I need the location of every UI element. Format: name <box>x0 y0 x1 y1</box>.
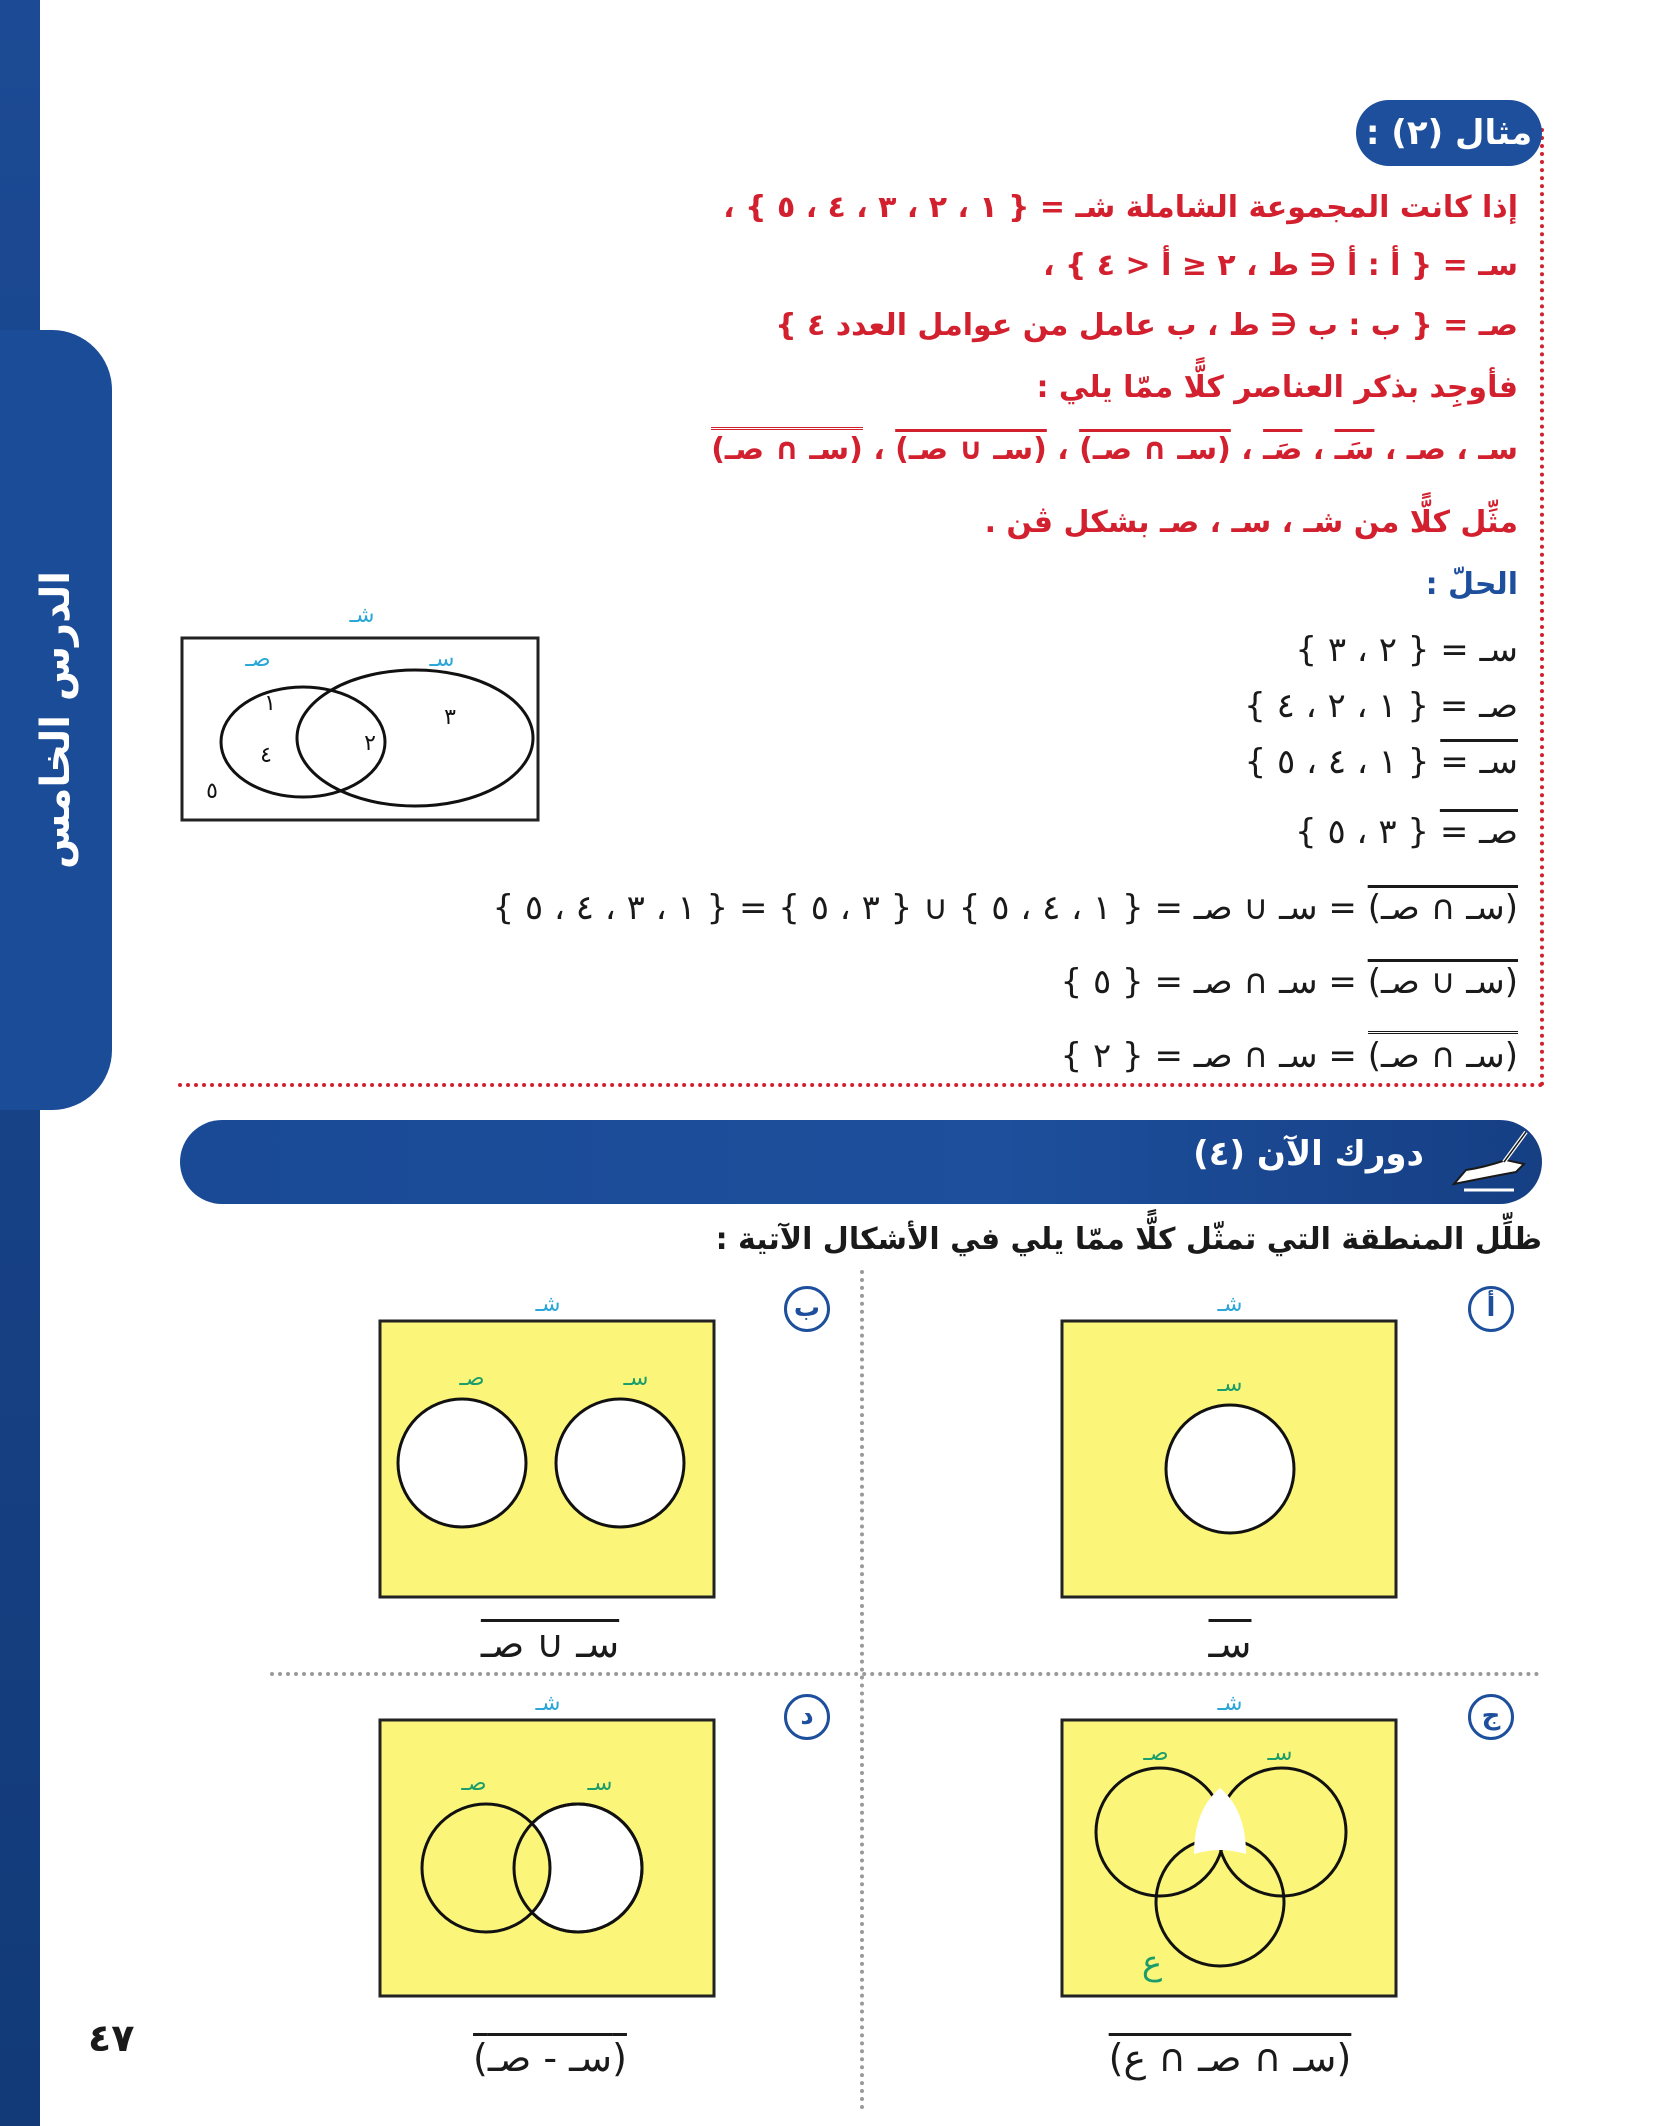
side-tab-label: الدرس الخامس <box>33 571 79 869</box>
solution-lhs: سـ = <box>1440 742 1518 782</box>
practice-instruction: ظلِّل المنطقة التي تمثّل كلًّا ممّا يلي في الأشكال الآتية : <box>715 1222 1542 1257</box>
panel-d-set-x-label: سـ <box>587 1771 613 1796</box>
problem-line-1: إذا كانت المجموعة الشاملة شـ = { ١ ، ٢ ، ٣ ، ٤ ، ٥ } ، <box>723 190 1518 225</box>
panel-c-universal-rect <box>1062 1720 1396 1996</box>
solution-line-4 <box>918 812 1518 852</box>
panel-c-badge: ج <box>1468 1694 1514 1740</box>
panel-c-universal-label: شـ <box>1217 1691 1243 1716</box>
complex-lhs: (سـ ∪ صـ) <box>1367 962 1518 1002</box>
panel-b-circle-y <box>398 1399 526 1527</box>
panel-d-caption: (سـ - صـ) <box>473 2036 627 2080</box>
item-complement-union: (سـ ∪ صـ) <box>895 432 1047 467</box>
vertical-divider <box>860 1270 864 2110</box>
side-tab <box>0 330 112 1110</box>
writing-hand-icon-svg <box>1444 1124 1536 1200</box>
panel-a-circle-x <box>1166 1405 1294 1533</box>
panel-a-caption: سـ <box>1208 1622 1252 1666</box>
complex-lhs: (سـ ∩ صـ) <box>1367 888 1518 928</box>
venn-elem-4: ٤ <box>260 743 272 768</box>
complex-lhs: (سـ ∩ صـ) <box>1368 1031 1518 1076</box>
panel-c-venn[interactable] <box>1060 1684 1400 2004</box>
complex-line-2 <box>418 962 1518 1002</box>
venn-elem-3: ٣ <box>444 705 456 730</box>
solution-rhs: { ٣ ، ٥ } <box>1295 812 1430 852</box>
example-badge: مثال (٢) : <box>1356 100 1542 166</box>
panel-b-venn[interactable] <box>378 1285 718 1605</box>
practice-title: دورك الآن (٤) <box>1193 1134 1424 1174</box>
solution-label: الحلّ : <box>1425 567 1518 602</box>
venn-set-y-label: صـ <box>245 647 271 672</box>
solution-rhs: { ١ ، ٤ ، ٥ } <box>1244 742 1430 782</box>
items-prefix: سـ ، صـ ، <box>1374 432 1518 467</box>
item-double-complement: (سـ ∩ صـ) <box>711 427 863 467</box>
panel-a-universal-label: شـ <box>1217 1292 1243 1317</box>
panel-a-venn[interactable] <box>1060 1285 1400 1605</box>
venn-elem-1: ١ <box>264 691 276 716</box>
panel-c-set-z-label: ع <box>1141 1943 1163 1983</box>
panel-a-set-x-label: سـ <box>1217 1372 1243 1397</box>
complex-rhs: { ٢ } <box>1060 1036 1144 1076</box>
page-number: ٤٧ <box>88 2016 135 2060</box>
item-complement-intersection: (سـ ∩ صـ) <box>1079 432 1231 467</box>
panel-d-set-y-label: صـ <box>461 1771 487 1796</box>
venn-set-x-label: سـ <box>429 647 455 672</box>
panel-c-set-x-label: سـ <box>1267 1741 1293 1766</box>
complex-mid: = سـ ∩ صـ = <box>1154 1036 1357 1076</box>
solution-lhs: صـ = <box>1439 686 1518 726</box>
problem-line-2: سـ = { أ : أ ∈ ط ، ٢ ≤ أ < ٤ } ، <box>1043 248 1518 283</box>
panel-c-caption: (سـ ∩ صـ ∩ ع) <box>1108 2036 1352 2080</box>
problem-line-3: صـ = { ب : ب ∈ ط ، ب عامل من عوامل العدد ٤ } <box>775 308 1518 343</box>
panel-d-universal-label: شـ <box>535 1691 561 1716</box>
solution-line-2 <box>918 686 1518 726</box>
represent-line: مثِّل كلًّا من شـ ، سـ ، صـ بشكل ڤن . <box>984 505 1518 540</box>
item-complement-x: سَـ <box>1334 432 1375 467</box>
item-complement-y: صَـ <box>1263 432 1303 467</box>
venn-elem-5: ٥ <box>206 779 218 804</box>
solution-line-3 <box>918 742 1518 782</box>
panel-d-venn[interactable] <box>378 1684 718 2004</box>
horizontal-divider <box>270 1672 1540 1676</box>
complex-rhs: { ١ ، ٤ ، ٥ } ∪ { ٣ ، ٥ } = { ١ ، ٣ ، ٤ ، ٥ } <box>492 888 1144 928</box>
panel-b-set-y-label: صـ <box>459 1366 485 1391</box>
panel-b-set-x-label: سـ <box>623 1366 649 1391</box>
venn-elem-2: ٢ <box>364 731 376 756</box>
panel-c-set-y-label: صـ <box>1143 1741 1169 1766</box>
set-y-ellipse <box>221 687 385 797</box>
complex-mid: = سـ ∪ صـ = <box>1154 888 1357 928</box>
solution-line-1 <box>918 630 1518 670</box>
set-x-ellipse <box>297 670 533 806</box>
solution-lhs: سـ = <box>1440 630 1518 670</box>
solution-rhs: { ١ ، ٢ ، ٤ } <box>1244 686 1430 726</box>
solution-lhs: صـ = <box>1439 812 1518 852</box>
panel-b-circle-x <box>556 1399 684 1527</box>
complex-line-1 <box>418 888 1518 928</box>
panel-b-universal-label: شـ <box>535 1292 561 1317</box>
complex-rhs: { ٥ } <box>1060 962 1144 1002</box>
items-line: سـ ، صـ ، سَـ ، صَـ ، (سـ ∩ صـ) ، (سـ ∪ صـ) ، (سـ ∩ صـ) <box>418 432 1518 467</box>
venn-universal-label: شـ <box>349 603 375 628</box>
solution-rhs: { ٢ ، ٣ } <box>1295 630 1430 670</box>
writing-hand-icon <box>1444 1124 1536 1200</box>
panel-b-badge: ب <box>784 1286 830 1332</box>
example-venn <box>170 600 550 830</box>
complex-line-3 <box>418 1036 1518 1076</box>
panel-b-caption: سـ ∪ صـ <box>480 1622 620 1666</box>
panel-a-badge: أ <box>1468 1286 1514 1332</box>
complex-mid: = سـ ∩ صـ = <box>1154 962 1357 1002</box>
panel-d-badge: د <box>784 1694 830 1740</box>
problem-line-4: فأوجِد بذكر العناصر كلًّا ممّا يلي : <box>1036 370 1518 405</box>
